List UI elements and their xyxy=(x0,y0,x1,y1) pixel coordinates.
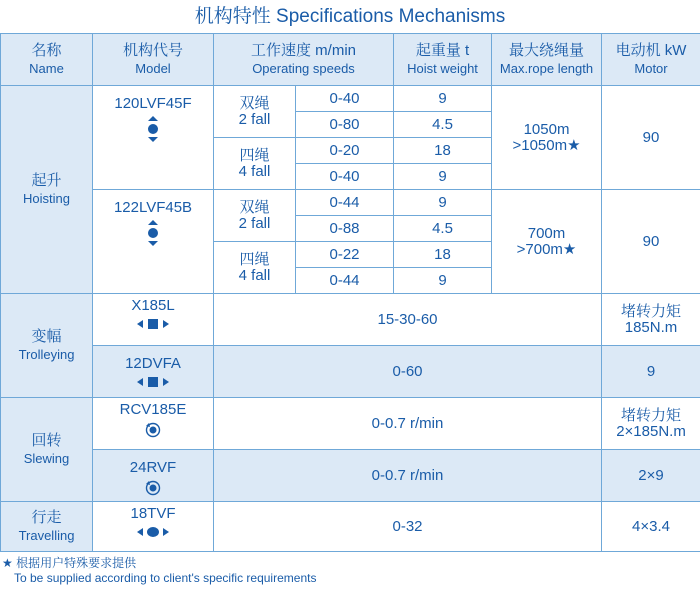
section-hoisting: 起升 Hoisting xyxy=(1,86,93,294)
header-speed: 工作速度 m/min Operating speeds xyxy=(214,34,394,86)
motor-value: 9 xyxy=(602,346,700,398)
motor-value: 堵转力矩 185N.m xyxy=(602,294,700,346)
speed-value: 0-0.7 r/min xyxy=(214,450,602,502)
rope-length: 1050m >1050m★ xyxy=(492,86,602,190)
weight-value: 9 xyxy=(394,86,492,112)
table-row xyxy=(1,294,700,346)
weight-value: 9 xyxy=(394,190,492,216)
footnote-zh: ★ 根据用户特殊要求提供 xyxy=(2,556,137,570)
model-cell xyxy=(93,86,214,190)
model-cell xyxy=(93,346,214,398)
motor-value: 2×9 xyxy=(602,450,700,502)
table-row xyxy=(1,398,700,450)
section-travelling: 行走 Travelling xyxy=(1,502,93,552)
slewing-rotate-icon xyxy=(93,480,213,496)
speed-value: 0-22 xyxy=(296,242,394,268)
header-row xyxy=(1,34,700,86)
footnote xyxy=(2,556,316,586)
header-motor: 电动机 kW Motor xyxy=(602,34,700,86)
header-rope: 最大绕绳量 Max.rope length xyxy=(492,34,602,86)
footnote-en: To be supplied according to client's specific requirements xyxy=(14,571,317,585)
slewing-rotate-icon xyxy=(93,422,213,438)
trolley-left-right-icon xyxy=(93,318,213,332)
speed-value: 0-0.7 r/min xyxy=(214,398,602,450)
model-code: 122LVF45B xyxy=(113,199,193,216)
weight-value: 4.5 xyxy=(394,216,492,242)
table-row xyxy=(1,502,700,552)
model-code: RCV185E xyxy=(119,401,187,418)
rope-length: 700m >700m★ xyxy=(492,190,602,294)
hoist-up-down-icon xyxy=(93,116,213,142)
model-code: 12DVFA xyxy=(125,355,181,372)
fall-type: 双绳 2 fall xyxy=(214,86,296,138)
model-cell xyxy=(93,294,214,346)
fall-type: 四绳 4 fall xyxy=(214,242,296,294)
header-weight: 起重量 t Hoist weight xyxy=(394,34,492,86)
fall-type: 双绳 2 fall xyxy=(214,190,296,242)
model-cell xyxy=(93,450,214,502)
header-model: 机构代号 Model xyxy=(93,34,214,86)
weight-value: 9 xyxy=(394,164,492,190)
speed-value: 0-44 xyxy=(296,268,394,294)
motor-value: 90 xyxy=(602,190,700,294)
hoist-up-down-icon xyxy=(93,220,213,246)
speed-value: 0-88 xyxy=(296,216,394,242)
spec-table xyxy=(0,33,700,552)
motor-value: 堵转力矩 2×185N.m xyxy=(602,398,700,450)
header-name: 名称 Name xyxy=(1,34,93,86)
speed-value: 0-80 xyxy=(296,112,394,138)
model-code: 18TVF xyxy=(130,505,176,522)
table-row xyxy=(1,190,700,216)
model-code: X185L xyxy=(131,297,175,314)
speed-value: 0-40 xyxy=(296,86,394,112)
travel-left-right-icon xyxy=(93,526,213,540)
speed-value: 0-40 xyxy=(296,164,394,190)
speed-value: 0-60 xyxy=(214,346,602,398)
table-row xyxy=(1,346,700,398)
model-cell xyxy=(93,398,214,450)
trolley-left-right-icon xyxy=(93,376,213,390)
model-code: 120LVF45F xyxy=(114,95,192,112)
page-title: 机构特性 Specifications Mechanisms xyxy=(194,6,506,27)
model-cell xyxy=(93,502,214,552)
table-row xyxy=(1,86,700,112)
section-slewing: 回转 Slewing xyxy=(1,398,93,502)
model-cell xyxy=(93,190,214,294)
section-trolleying: 变幅 Trolleying xyxy=(1,294,93,398)
fall-type: 四绳 4 fall xyxy=(214,138,296,190)
table-row xyxy=(1,450,700,502)
weight-value: 18 xyxy=(394,138,492,164)
model-code: 24RVF xyxy=(129,459,177,476)
motor-value: 90 xyxy=(602,86,700,190)
speed-value: 15-30-60 xyxy=(214,294,602,346)
weight-value: 4.5 xyxy=(394,112,492,138)
weight-value: 18 xyxy=(394,242,492,268)
motor-value: 4×3.4 xyxy=(602,502,700,552)
weight-value: 9 xyxy=(394,268,492,294)
speed-value: 0-20 xyxy=(296,138,394,164)
speed-value: 0-44 xyxy=(296,190,394,216)
speed-value: 0-32 xyxy=(214,502,602,552)
